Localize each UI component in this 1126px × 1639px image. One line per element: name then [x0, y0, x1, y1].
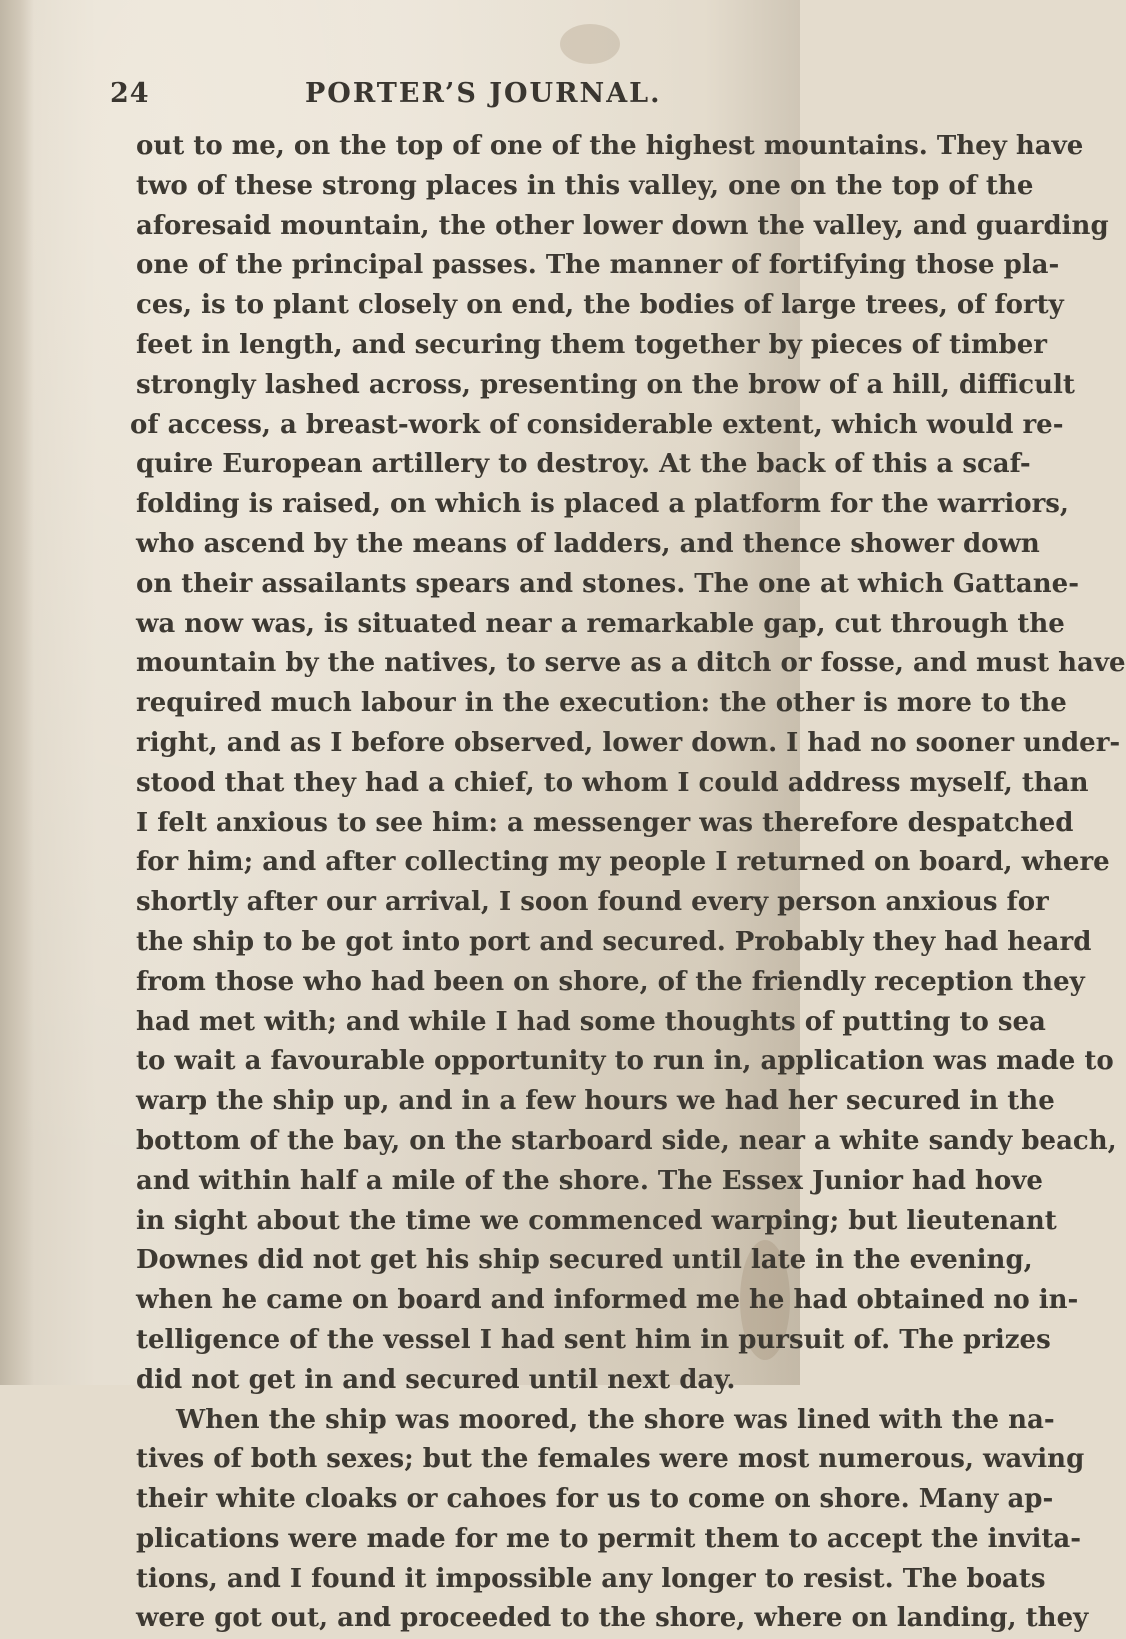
- text-line: I felt anxious to see him: a messenger was therefore despatched: [136, 807, 1074, 838]
- text-line: were got out, and proceeded to the shore, where on landing, they: [136, 1603, 1089, 1634]
- text-line: bottom of the bay, on the starboard side, near a white sandy beach,: [136, 1125, 1117, 1156]
- paper-stain: [560, 24, 620, 64]
- text-line: of access, a breast-work of considerable extent, which would re-: [130, 409, 1064, 440]
- text-line: quire European artillery to destroy. At the back of this a scaf-: [136, 449, 1031, 480]
- text-line: out to me, on the top of one of the highest mountains. They have: [136, 131, 1084, 161]
- text-line: the ship to be got into port and secured. Probably they had heard: [136, 926, 1092, 957]
- text-line: from those who had been on shore, of the friendly reception they: [136, 966, 1085, 997]
- text-line: wa now was, is situated near a remarkable gap, cut through the: [136, 608, 1065, 639]
- text-line: stood that they had a chief, to whom I could address myself, than: [136, 767, 1089, 798]
- page-header: [110, 78, 730, 114]
- text-line: when he came on board and informed me he had obtained no in-: [136, 1285, 1079, 1316]
- text-line: mountain by the natives, to serve as a ditch or fosse, and must have: [136, 648, 1126, 679]
- text-line: tives of both sexes; but the females were most numerous, waving: [136, 1444, 1085, 1475]
- text-line: telligence of the vessel I had sent him in pursuit of. The prizes: [136, 1324, 1051, 1355]
- text-line: aforesaid mountain, the other lower down the valley, and guarding: [136, 210, 1109, 241]
- text-line: had met with; and while I had some thoughts of putting to sea: [136, 1006, 1046, 1037]
- running-head: PORTER’S JOURNAL.: [305, 78, 662, 109]
- text-line: folding is raised, on which is placed a platform for the warriors,: [136, 489, 1069, 520]
- paragraph-start-line: When the ship was moored, the shore was lined with the na-: [176, 1404, 1055, 1435]
- text-line: their white cloaks or cahoes for us to come on shore. Many ap-: [136, 1484, 1054, 1515]
- text-line: to wait a favourable opportunity to run in, application was made to: [136, 1046, 1114, 1077]
- body-text: [130, 127, 1126, 1639]
- text-line: plications were made for me to permit them to accept the invita-: [136, 1523, 1082, 1554]
- text-line: Downes did not get his ship secured until late in the evening,: [136, 1245, 1033, 1276]
- text-line: strongly lashed across, presenting on the brow of a hill, difficult: [136, 369, 1075, 400]
- text-line: one of the principal passes. The manner of fortifying those pla-: [136, 250, 1060, 281]
- page-number: 24: [110, 78, 150, 109]
- text-line: required much labour in the execution: the other is more to the: [136, 688, 1067, 719]
- text-line: two of these strong places in this valley, one on the top of the: [136, 170, 1034, 201]
- text-line: tions, and I found it impossible any longer to resist. The boats: [136, 1563, 1046, 1594]
- text-line: right, and as I before observed, lower down. I had no sooner under-: [136, 727, 1121, 758]
- text-line: feet in length, and securing them together by pieces of timber: [136, 329, 1047, 360]
- paragraph-end-line: did not get in and secured until next day.: [136, 1364, 736, 1395]
- text-line: for him; and after collecting my people I returned on board, where: [136, 847, 1110, 878]
- text-line: warp the ship up, and in a few hours we had her secured in the: [136, 1086, 1055, 1117]
- text-line: who ascend by the means of ladders, and thence shower down: [136, 528, 1040, 559]
- text-line: and within half a mile of the shore. The Essex Junior had hove: [136, 1165, 1043, 1196]
- text-line: on their assailants spears and stones. The one at which Gattane-: [136, 568, 1079, 599]
- text-line: in sight about the time we commenced warping; but lieutenant: [136, 1205, 1057, 1236]
- text-line: ces, is to plant closely on end, the bodies of large trees, of forty: [136, 290, 1064, 321]
- page-gutter-shadow: [0, 0, 34, 1385]
- text-line: shortly after our arrival, I soon found every person anxious for: [136, 887, 1049, 918]
